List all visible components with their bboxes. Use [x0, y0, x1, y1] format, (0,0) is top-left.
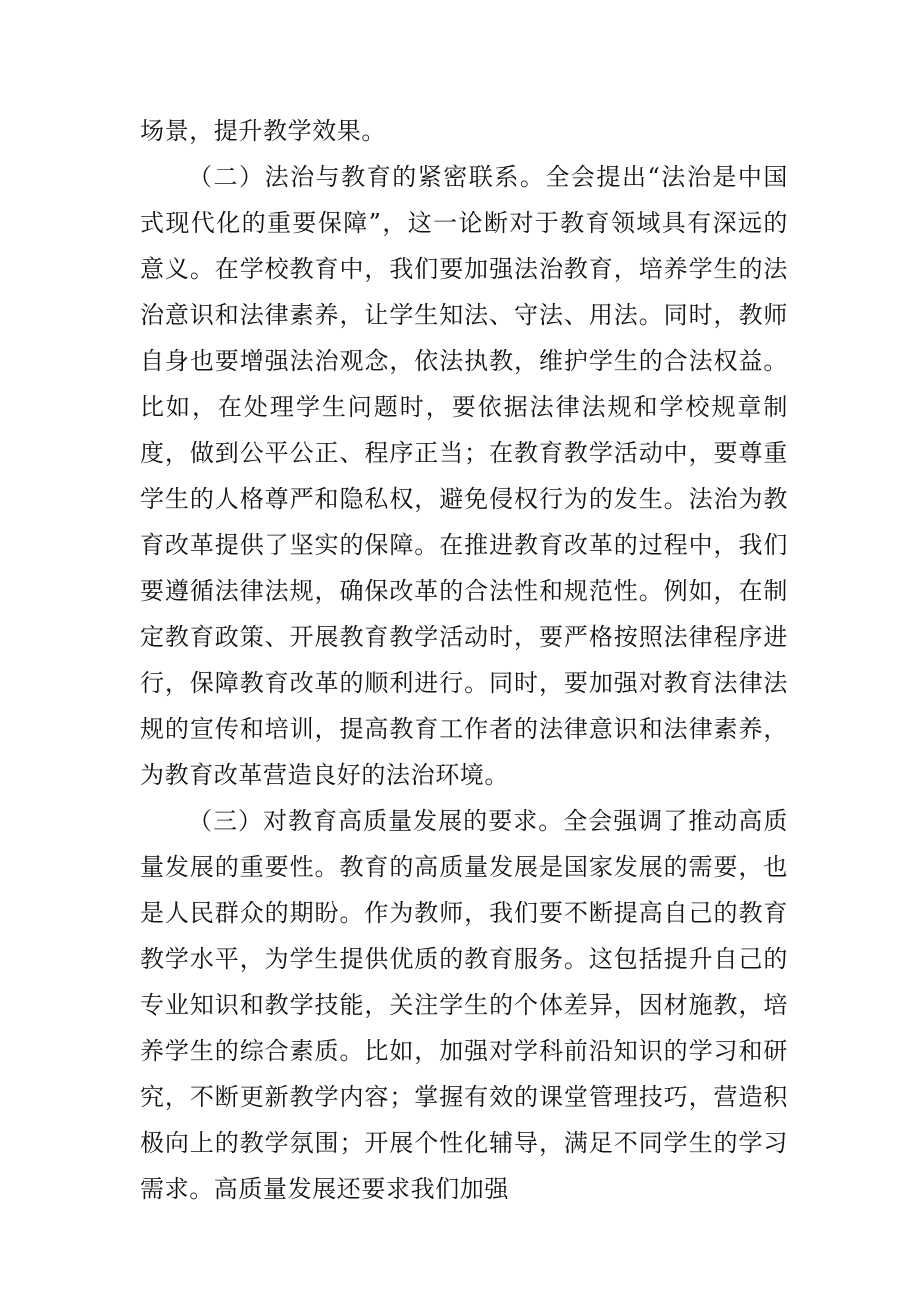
document-body [140, 108, 788, 1212]
paragraph-continuation: 场景，提升教学效果。 [140, 117, 386, 145]
paragraph-high-quality-development: （三）对教育高质量发展的要求。全会强调了推动高质量发展的重要性。教育的高质量发展是国家发展的需要，也是人民群众的期盼。作为教师，我们要不断提高自己的教育教学水平，为学生提供优质的教育服务。这包括提升自己的专业知识和教学技能，关注学生的个体差异，因材施教，培养学生的综合素质。比如，加强对学科前沿知识的学习和研究，不断更新教学内容；掌握有效的课堂管理技巧，营造积极向上的教学氛围；开展个性化辅导，满足不同学生的学习需求。高质量发展还要求我们加强 [140, 807, 788, 1203]
paragraph-rule-of-law-and-education: （二）法治与教育的紧密联系。全会提出“法治是中国式现代化的重要保障”，这一论断对于教育领域具有深远的意义。在学校教育中，我们要加强法治教育，培养学生的法治意识和法律素养，让学生知法、守法、用法。同时，教师自身也要增强法治观念，依法执教，维护学生的合法权益。比如，在处理学生问题时，要依据法律法规和学校规章制度，做到公平公正、程序正当；在教育教学活动中，要尊重学生的人格尊严和隐私权，避免侵权行为的发生。法治为教育改革提供了坚实的保障。在推进教育改革的过程中，我们要遵循法律法规，确保改革的合法性和规范性。例如，在制定教育政策、开展教育教学活动时，要严格按照法律程序进行，保障教育改革的顺利进行。同时，要加强对教育法律法规的宣传和培训，提高教育工作者的法律意识和法律素养，为教育改革营造良好的法治环境。 [140, 163, 788, 789]
